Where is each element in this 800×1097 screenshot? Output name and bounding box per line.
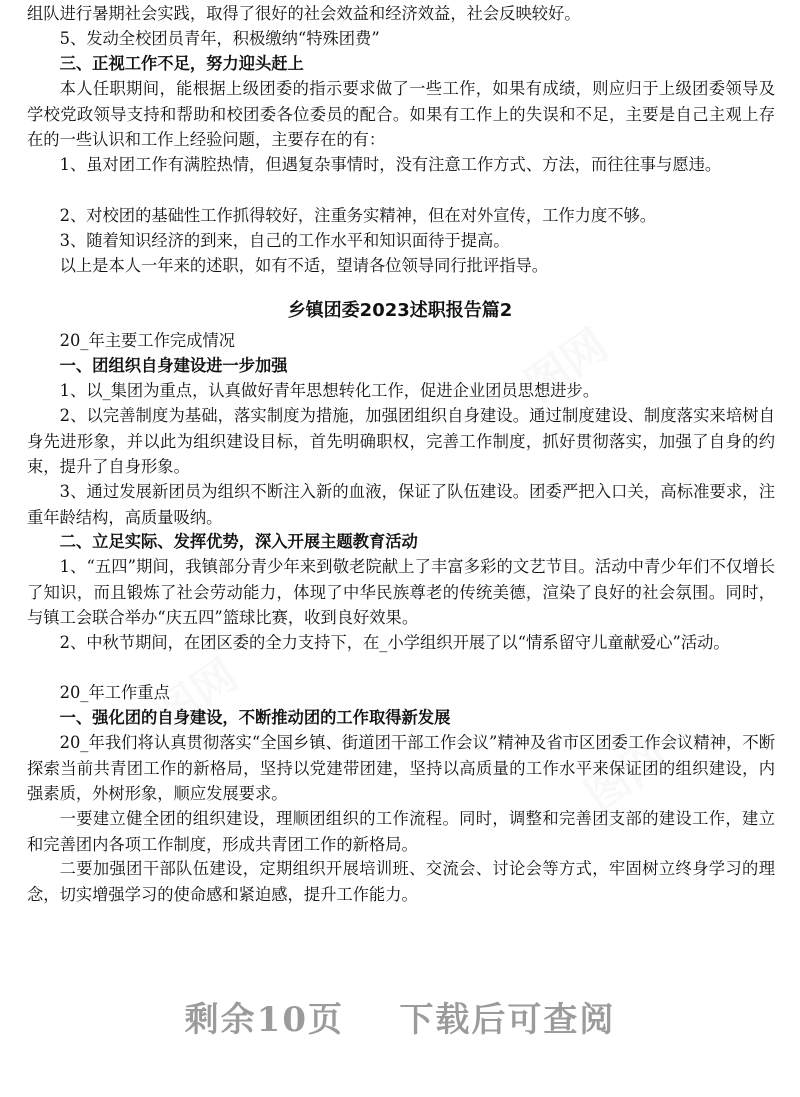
paragraph: 5、发动全校团员青年，积极缴纳“特殊团费”: [59, 29, 380, 48]
paragraph: 一要建立健全团的组织建设，理顺团组织的工作流程。同时，调整和完善团支部的建设工作，建立和完善团内各项工作制度，形成共青团工作的新格局。: [27, 809, 775, 854]
watermark: 图网: [575, 729, 678, 822]
download-prompt[interactable]: 剩余10页 下载后可查阅: [184, 1000, 616, 1040]
paragraph: 组队进行暑期社会实践，取得了很好的社会效益和经济效益，社会反映较好。: [27, 4, 581, 23]
section-heading: 一、强化团的自身建设，不断推动团的工作取得新发展: [59, 708, 451, 727]
paragraph: 2、以完善制度为基础，落实制度为措施，加强团组织自身建设。通过制度建设、制度落实来培树自身先进形象，并以此为组织建设目标，首先明确职权，完善工作制度，抓好贯彻落实，加强了自身的约束，提升了自身形象。: [27, 406, 775, 476]
paragraph: 20_年我们将认真贯彻落实“全国乡镇、街道团干部工作会议”精神及省市区团委工作会议精神，不断探索当前共青团工作的新格局，坚持以党建带团建，坚持以高质量的工作水平来保证团的组织建设，内强素质，外树形象，顺应发展要求。: [27, 733, 775, 803]
paragraph: 二要加强团干部队伍建设，定期组织开展培训班、交流会、讨论会等方式，牢固树立终身学习的理念，切实增强学习的使命感和紧迫感，提升工作能力。: [27, 859, 775, 904]
paragraph: 2、对校团的基础性工作抓得较好，注重务实精神，但在对外宣传，工作力度不够。: [59, 206, 657, 225]
paragraph: 2、中秋节期间，在团区委的全力支持下，在_小学组织开展了以“情系留守儿童献爱心”活动。: [59, 633, 730, 652]
paragraph: 3、通过发展新团员为组织不断注入新的血液，保证了队伍建设。团委严把入口关，高标准要求，注重年龄结构，高质量吸纳。: [27, 482, 775, 527]
paragraph: 以上是本人一年来的述职，如有不适，望请各位领导同行批评指导。: [59, 256, 549, 275]
paragraph: 3、随着知识经济的到来，自己的工作水平和知识面待于提高。: [59, 231, 510, 250]
paragraph: 1、以_集团为重点，认真做好青年思想转化工作，促进企业团员思想进步。: [59, 381, 600, 400]
section-heading: 二、立足实际、发挥优势，深入开展主题教育活动: [59, 532, 418, 551]
paragraph: 20_年工作重点: [59, 683, 170, 702]
section-heading: 三、正视工作不足，努力迎头赶上: [59, 54, 304, 73]
paragraph: 1、“五四”期间，我镇部分青少年来到敬老院献上了丰富多彩的文艺节目。活动中青少年们不仅增长了知识，而且锻炼了社会劳动能力，体现了中华民族尊老的传统美德，渲染了良好的社会氛围。同时，与镇工会联合举办“庆五四”篮球比赛，收到良好效果。: [27, 557, 775, 627]
watermark: 图网: [515, 319, 618, 412]
paragraph: 20_年主要工作完成情况: [59, 331, 235, 350]
watermark: 图网: [145, 649, 248, 742]
section-title: 乡镇团委2023述职报告篇2: [287, 300, 513, 321]
paragraph: 本人任职期间，能根据上级团委的指示要求做了一些工作，如果有成绩，则应归于上级团委领导及学校党政领导支持和帮助和校团委各位委员的配合。如果有工作上的失误和不足，主要是自己主观上存在的一些认识和工作上经验问题，主要存在的有：: [27, 79, 775, 149]
paragraph: 1、虽对团工作有满腔热情，但遇复杂事情时，没有注意工作方式、方法，而往往事与愿违。: [59, 155, 722, 174]
section-heading: 一、团组织自身建设进一步加强: [59, 356, 288, 375]
